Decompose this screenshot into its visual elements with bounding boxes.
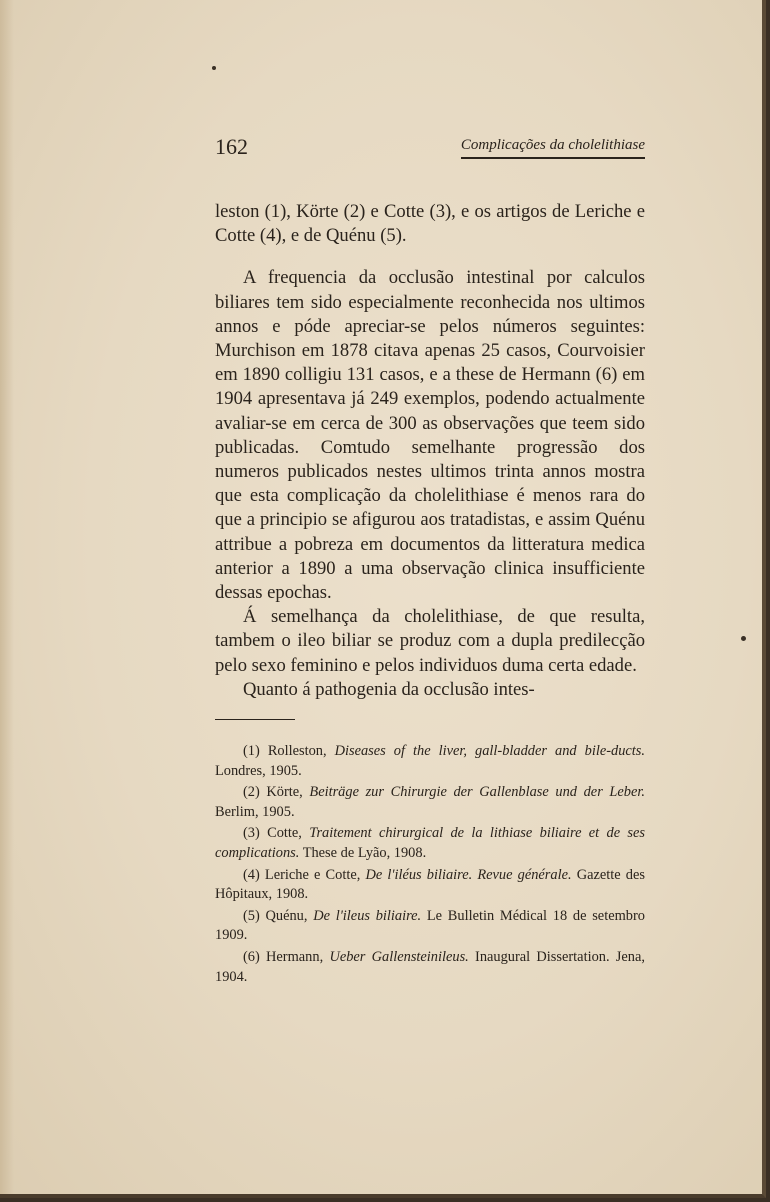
footnote-title: De l'ileus biliaire. — [313, 907, 422, 924]
footnote-number: (3) — [243, 825, 260, 842]
footnotes — [215, 742, 645, 989]
footnote-number: (6) — [243, 948, 260, 965]
footnote-publication: Inaugural Dissertation. Jena, 1904. — [215, 948, 645, 985]
footnote-publication: Londres, 1905. — [215, 762, 302, 779]
footnote-title: Beiträge zur Chirurgie der Gallenblase und der Leber. — [309, 784, 645, 801]
paragraph-frequency: A frequencia da occlusão intestinal por calculos biliares tem sido especialmente reconhecida nos ultimos annos e póde apreciar-se pelos números seguintes: Murchison em 1878 citava apenas 25 casos, Courvoisier em 1890 colligiu 131 casos, e a these de Hermann (6) em 1904 apresentava já 249 exemplos, podendo actualmente avaliar-se em cerca de 300 as observações que teem sido publicadas. Comtudo semelhante progressão dos numeros publicados nestes ultimos trinta annos mostra que esta complicação da cholelithiase é menos rara do que a principio se afigurou aos tratadistas, e assim Quénu attribue a pobreza em documentos da litteratura medica anterior a 1890 a uma observação clinica insufficiente dessas epochas. — [215, 267, 645, 604]
footnote-author: Rolleston, — [267, 743, 327, 759]
footnote-author: Körte, — [266, 784, 303, 801]
running-title: Complicações da cholelithiase — [461, 137, 645, 159]
footnote-number: (4) — [243, 866, 260, 883]
footnote-publication: Gazette des Hôpitaux, 1908. — [215, 866, 645, 903]
footnote-number: (2) — [243, 784, 260, 801]
footnote-author: Leriche e Cotte, — [264, 866, 361, 883]
footnote-title: Diseases of the liver, gall-bladder and bile-ducts. — [334, 743, 645, 759]
footnote-title: Traitement chirurgical de la lithiase biliaire et de ses complications. — [215, 825, 645, 861]
footnote-3 — [215, 824, 645, 863]
footnote-number: (1) — [243, 743, 260, 759]
paper-speck — [741, 636, 746, 641]
footnote-title: Ueber Gallensteinileus. — [329, 948, 469, 965]
paragraph-pathogenesis: Quanto á pathogenia da occlusão intes- — [243, 678, 535, 700]
paper-speck — [212, 66, 216, 70]
page-number: 162 — [215, 134, 248, 159]
page-edge-shadow — [0, 0, 14, 1194]
footnote-author: Cotte, — [267, 825, 302, 842]
footnote-2 — [215, 783, 645, 822]
footnote-4 — [215, 866, 645, 905]
footnote-publication: These de Lyão, 1908. — [302, 844, 427, 861]
paragraph-continuation: leston (1), Körte (2) e Cotte (3), e os artigos de Leriche e Cotte (4), e de Quénu (5). — [215, 201, 645, 247]
footnote-author: Quénu, — [265, 907, 308, 924]
footnote-1 — [215, 742, 645, 781]
footnote-author: Hermann, — [266, 948, 324, 965]
paragraph-similarity: Á semelhança da cholelithiase, de que resulta, tambem o ileo biliar se produz com a dupla predilecção pelo sexo feminino e pelos individuos duma certa edade. — [215, 606, 645, 676]
footnote-separator — [215, 719, 295, 720]
footnote-number: (5) — [243, 907, 260, 924]
footnote-5 — [215, 907, 645, 946]
footnote-publication: Le Bulletin Médical 18 de setembro 1909. — [215, 907, 645, 944]
page-header — [215, 132, 645, 162]
footnote-6 — [215, 948, 645, 987]
body-text — [215, 200, 645, 702]
footnote-publication: Berlim, 1905. — [215, 803, 295, 820]
footnote-title: De l'iléus biliaire. Revue générale. — [365, 866, 572, 883]
